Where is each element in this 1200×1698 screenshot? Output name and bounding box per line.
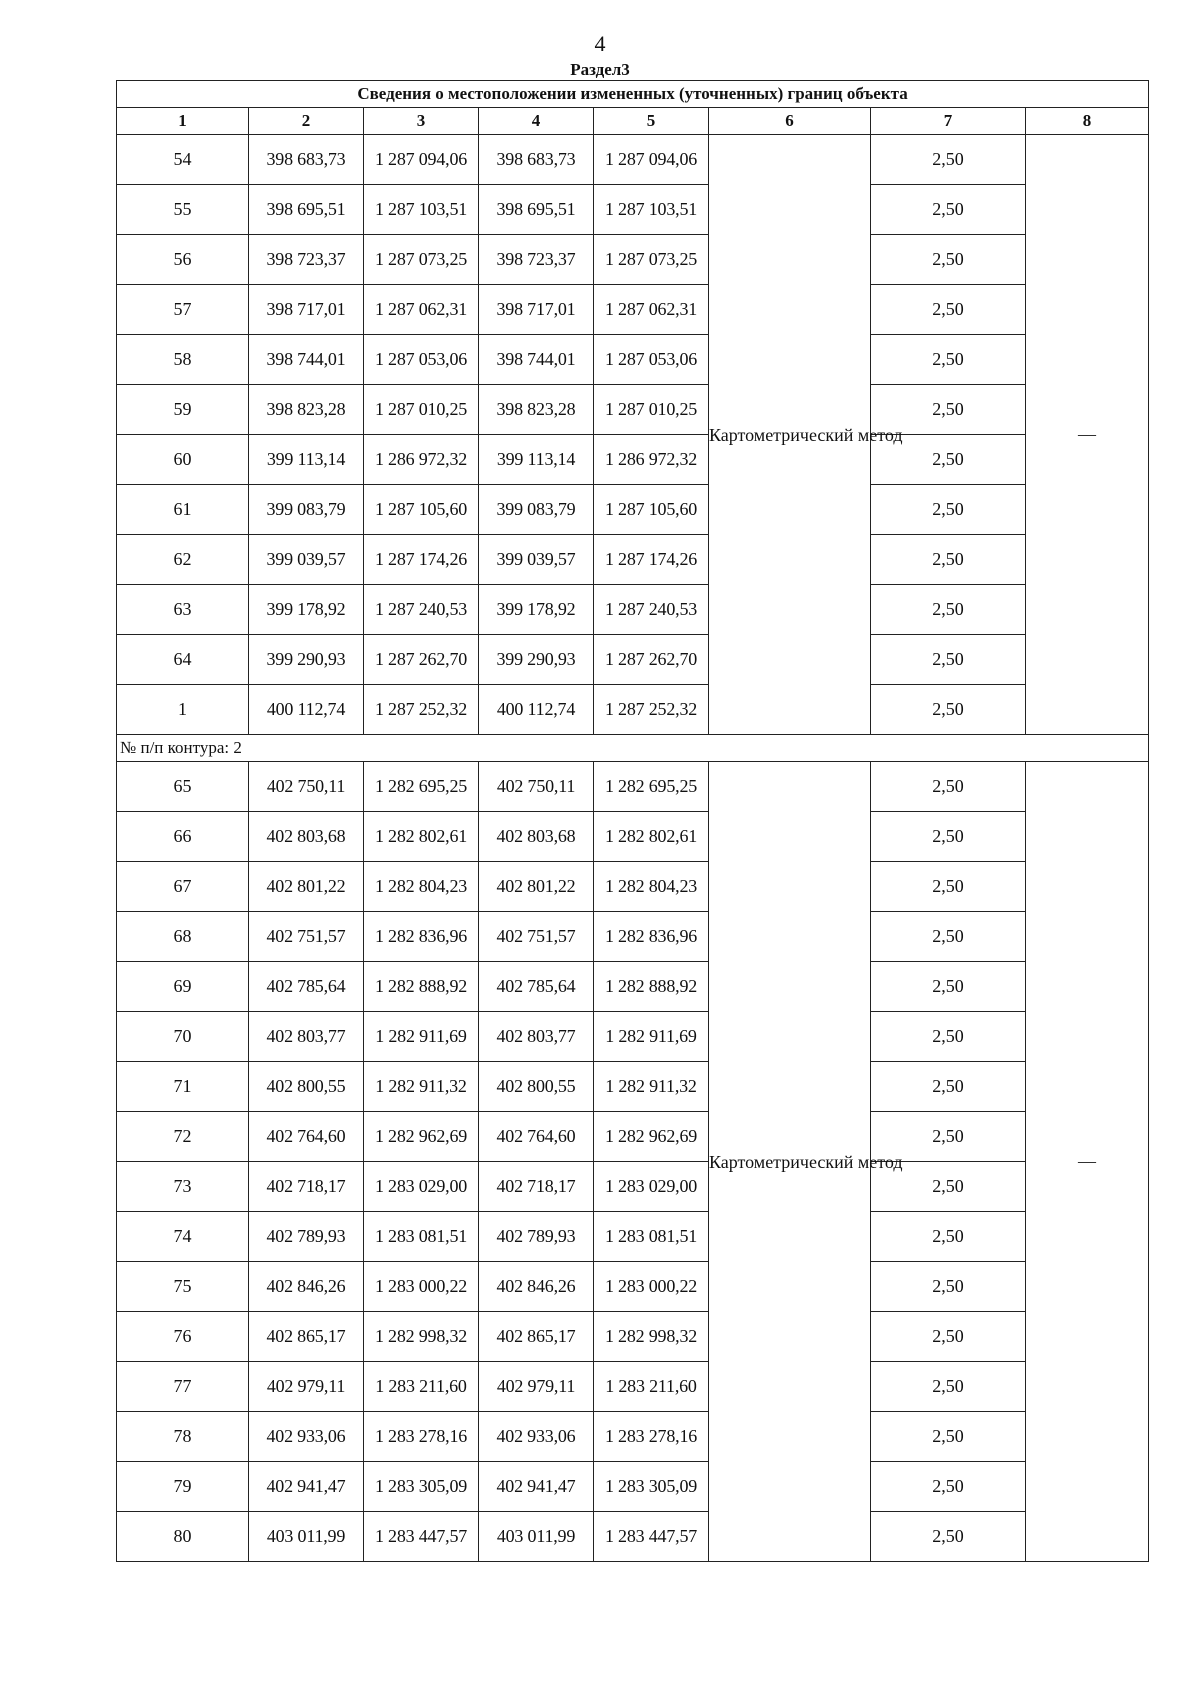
- y-new-cell: 1 287 010,25: [594, 385, 709, 435]
- x-existing-cell: 398 723,37: [249, 235, 364, 285]
- y-existing-cell: 1 287 103,51: [364, 185, 479, 235]
- precision-cell: 2,50: [871, 1162, 1026, 1212]
- column-number-5: 5: [594, 108, 709, 135]
- x-existing-cell: 398 717,01: [249, 285, 364, 335]
- y-existing-cell: 1 287 105,60: [364, 485, 479, 535]
- point-number-cell: 59: [117, 385, 249, 435]
- table-body: [117, 135, 1149, 1562]
- x-new-cell: 403 011,99: [479, 1512, 594, 1562]
- precision-cell: 2,50: [871, 135, 1026, 185]
- y-existing-cell: 1 286 972,32: [364, 435, 479, 485]
- y-new-cell: 1 282 836,96: [594, 912, 709, 962]
- precision-cell: 2,50: [871, 585, 1026, 635]
- point-number-cell: 68: [117, 912, 249, 962]
- point-number-cell: 65: [117, 762, 249, 812]
- x-new-cell: 399 083,79: [479, 485, 594, 535]
- x-existing-cell: 398 823,28: [249, 385, 364, 435]
- table-row: [117, 185, 1149, 235]
- column-number-7: 7: [871, 108, 1026, 135]
- column-number-row: [117, 108, 1149, 135]
- y-existing-cell: 1 283 029,00: [364, 1162, 479, 1212]
- point-number-cell: 62: [117, 535, 249, 585]
- y-new-cell: 1 286 972,32: [594, 435, 709, 485]
- y-existing-cell: 1 282 911,69: [364, 1012, 479, 1062]
- point-number-cell: 75: [117, 1262, 249, 1312]
- column-number-6: 6: [709, 108, 871, 135]
- x-existing-cell: 399 083,79: [249, 485, 364, 535]
- point-number-cell: 79: [117, 1462, 249, 1512]
- y-existing-cell: 1 282 695,25: [364, 762, 479, 812]
- table-caption: Сведения о местоположении измененных (уточненных) границ объекта: [117, 81, 1149, 108]
- x-new-cell: 399 113,14: [479, 435, 594, 485]
- y-existing-cell: 1 287 062,31: [364, 285, 479, 335]
- table-row: [117, 962, 1149, 1012]
- x-existing-cell: 402 718,17: [249, 1162, 364, 1212]
- x-new-cell: 399 178,92: [479, 585, 594, 635]
- precision-cell: 2,50: [871, 1312, 1026, 1362]
- point-number-cell: 56: [117, 235, 249, 285]
- table-row: [117, 385, 1149, 435]
- y-new-cell: 1 287 174,26: [594, 535, 709, 585]
- x-new-cell: 402 979,11: [479, 1362, 594, 1412]
- table-row: [117, 812, 1149, 862]
- y-new-cell: 1 282 802,61: [594, 812, 709, 862]
- y-existing-cell: 1 283 447,57: [364, 1512, 479, 1562]
- precision-cell: 2,50: [871, 435, 1026, 485]
- column-8-cell: —: [1026, 762, 1149, 1562]
- point-number-cell: 54: [117, 135, 249, 185]
- y-new-cell: 1 283 029,00: [594, 1162, 709, 1212]
- x-existing-cell: 402 803,77: [249, 1012, 364, 1062]
- point-number-cell: 60: [117, 435, 249, 485]
- x-existing-cell: 398 695,51: [249, 185, 364, 235]
- precision-cell: 2,50: [871, 535, 1026, 585]
- x-existing-cell: 402 846,26: [249, 1262, 364, 1312]
- precision-cell: 2,50: [871, 1012, 1026, 1062]
- precision-cell: 2,50: [871, 185, 1026, 235]
- y-new-cell: 1 283 000,22: [594, 1262, 709, 1312]
- x-new-cell: 402 785,64: [479, 962, 594, 1012]
- x-new-cell: 402 764,60: [479, 1112, 594, 1162]
- y-new-cell: 1 287 103,51: [594, 185, 709, 235]
- table-caption-row: [117, 81, 1149, 108]
- point-number-cell: 69: [117, 962, 249, 1012]
- point-number-cell: 80: [117, 1512, 249, 1562]
- x-existing-cell: 399 290,93: [249, 635, 364, 685]
- point-number-cell: 64: [117, 635, 249, 685]
- x-existing-cell: 398 683,73: [249, 135, 364, 185]
- x-existing-cell: 402 941,47: [249, 1462, 364, 1512]
- table-row: [117, 1312, 1149, 1362]
- x-existing-cell: 402 865,17: [249, 1312, 364, 1362]
- y-existing-cell: 1 287 094,06: [364, 135, 479, 185]
- table-row: [117, 1162, 1149, 1212]
- y-new-cell: 1 282 911,69: [594, 1012, 709, 1062]
- table-row: [117, 1212, 1149, 1262]
- y-existing-cell: 1 283 278,16: [364, 1412, 479, 1462]
- x-new-cell: 402 800,55: [479, 1062, 594, 1112]
- point-number-cell: 71: [117, 1062, 249, 1112]
- x-new-cell: 399 290,93: [479, 635, 594, 685]
- y-new-cell: 1 287 262,70: [594, 635, 709, 685]
- x-new-cell: 402 803,68: [479, 812, 594, 862]
- x-new-cell: 398 823,28: [479, 385, 594, 435]
- x-new-cell: 400 112,74: [479, 685, 594, 735]
- y-existing-cell: 1 283 000,22: [364, 1262, 479, 1312]
- y-existing-cell: 1 282 911,32: [364, 1062, 479, 1112]
- column-number-4: 4: [479, 108, 594, 135]
- y-new-cell: 1 283 305,09: [594, 1462, 709, 1512]
- x-new-cell: 399 039,57: [479, 535, 594, 585]
- y-new-cell: 1 282 695,25: [594, 762, 709, 812]
- precision-cell: 2,50: [871, 235, 1026, 285]
- x-existing-cell: 402 764,60: [249, 1112, 364, 1162]
- precision-cell: 2,50: [871, 1112, 1026, 1162]
- y-existing-cell: 1 282 962,69: [364, 1112, 479, 1162]
- contour-label-row: [117, 735, 1149, 762]
- point-number-cell: 57: [117, 285, 249, 335]
- point-number-cell: 58: [117, 335, 249, 385]
- x-new-cell: 402 801,22: [479, 862, 594, 912]
- y-existing-cell: 1 287 073,25: [364, 235, 479, 285]
- column-number-3: 3: [364, 108, 479, 135]
- point-number-cell: 61: [117, 485, 249, 535]
- x-existing-cell: 403 011,99: [249, 1512, 364, 1562]
- x-existing-cell: 398 744,01: [249, 335, 364, 385]
- x-existing-cell: 402 751,57: [249, 912, 364, 962]
- point-number-cell: 55: [117, 185, 249, 235]
- method-cell: Картометрический метод: [709, 135, 871, 735]
- y-new-cell: 1 282 962,69: [594, 1112, 709, 1162]
- y-existing-cell: 1 287 252,32: [364, 685, 479, 735]
- column-number-1: 1: [117, 108, 249, 135]
- y-existing-cell: 1 287 010,25: [364, 385, 479, 435]
- boundary-table: [116, 80, 1149, 1562]
- precision-cell: 2,50: [871, 962, 1026, 1012]
- y-new-cell: 1 283 278,16: [594, 1412, 709, 1462]
- x-existing-cell: 399 113,14: [249, 435, 364, 485]
- point-number-cell: 72: [117, 1112, 249, 1162]
- x-existing-cell: 402 789,93: [249, 1212, 364, 1262]
- x-new-cell: 398 683,73: [479, 135, 594, 185]
- column-number-8: 8: [1026, 108, 1149, 135]
- y-new-cell: 1 287 240,53: [594, 585, 709, 635]
- column-number-2: 2: [249, 108, 364, 135]
- y-new-cell: 1 287 252,32: [594, 685, 709, 735]
- y-new-cell: 1 282 804,23: [594, 862, 709, 912]
- point-number-cell: 67: [117, 862, 249, 912]
- column-8-cell: —: [1026, 135, 1149, 735]
- y-new-cell: 1 282 911,32: [594, 1062, 709, 1112]
- table-row: [117, 435, 1149, 485]
- table-row: [117, 485, 1149, 535]
- x-new-cell: 402 933,06: [479, 1412, 594, 1462]
- point-number-cell: 73: [117, 1162, 249, 1212]
- table-row: [117, 285, 1149, 335]
- section-title: Раздел3: [570, 60, 630, 79]
- method-cell: Картометрический метод: [709, 762, 871, 1562]
- y-existing-cell: 1 282 804,23: [364, 862, 479, 912]
- table-row: [117, 1262, 1149, 1312]
- precision-cell: 2,50: [871, 1362, 1026, 1412]
- point-number-cell: 74: [117, 1212, 249, 1262]
- x-existing-cell: 399 178,92: [249, 585, 364, 635]
- precision-cell: 2,50: [871, 385, 1026, 435]
- table-row: [117, 1112, 1149, 1162]
- y-new-cell: 1 287 062,31: [594, 285, 709, 335]
- table-row: [117, 235, 1149, 285]
- x-new-cell: 402 718,17: [479, 1162, 594, 1212]
- x-new-cell: 402 750,11: [479, 762, 594, 812]
- precision-cell: 2,50: [871, 1462, 1026, 1512]
- x-new-cell: 398 723,37: [479, 235, 594, 285]
- table-row: [117, 635, 1149, 685]
- x-new-cell: 402 846,26: [479, 1262, 594, 1312]
- y-existing-cell: 1 287 240,53: [364, 585, 479, 635]
- y-existing-cell: 1 282 888,92: [364, 962, 479, 1012]
- contour-label: № п/п контура: 2: [117, 735, 1149, 762]
- point-number-cell: 63: [117, 585, 249, 635]
- precision-cell: 2,50: [871, 1262, 1026, 1312]
- x-existing-cell: 399 039,57: [249, 535, 364, 585]
- precision-cell: 2,50: [871, 1062, 1026, 1112]
- precision-cell: 2,50: [871, 862, 1026, 912]
- y-existing-cell: 1 282 802,61: [364, 812, 479, 862]
- y-existing-cell: 1 283 305,09: [364, 1462, 479, 1512]
- x-new-cell: 402 803,77: [479, 1012, 594, 1062]
- table-row: [117, 535, 1149, 585]
- table-row: [117, 912, 1149, 962]
- precision-cell: 2,50: [871, 762, 1026, 812]
- precision-cell: 2,50: [871, 335, 1026, 385]
- point-number-cell: 76: [117, 1312, 249, 1362]
- table-row: [117, 1062, 1149, 1112]
- x-new-cell: 398 695,51: [479, 185, 594, 235]
- x-existing-cell: 402 750,11: [249, 762, 364, 812]
- table-row: [117, 1412, 1149, 1462]
- table-row: [117, 585, 1149, 635]
- precision-cell: 2,50: [871, 635, 1026, 685]
- precision-cell: 2,50: [871, 912, 1026, 962]
- precision-cell: 2,50: [871, 485, 1026, 535]
- y-existing-cell: 1 283 211,60: [364, 1362, 479, 1412]
- x-new-cell: 402 789,93: [479, 1212, 594, 1262]
- x-existing-cell: 402 979,11: [249, 1362, 364, 1412]
- x-existing-cell: 402 800,55: [249, 1062, 364, 1112]
- x-existing-cell: 402 803,68: [249, 812, 364, 862]
- table-row: [117, 135, 1149, 185]
- x-existing-cell: 402 801,22: [249, 862, 364, 912]
- point-number-cell: 78: [117, 1412, 249, 1462]
- x-new-cell: 402 941,47: [479, 1462, 594, 1512]
- point-number-cell: 1: [117, 685, 249, 735]
- x-new-cell: 398 744,01: [479, 335, 594, 385]
- y-new-cell: 1 283 447,57: [594, 1512, 709, 1562]
- x-existing-cell: 402 933,06: [249, 1412, 364, 1462]
- table-row: [117, 1512, 1149, 1562]
- precision-cell: 2,50: [871, 685, 1026, 735]
- y-new-cell: 1 282 888,92: [594, 962, 709, 1012]
- table-row: [117, 1362, 1149, 1412]
- x-new-cell: 402 751,57: [479, 912, 594, 962]
- y-new-cell: 1 287 053,06: [594, 335, 709, 385]
- y-existing-cell: 1 282 836,96: [364, 912, 479, 962]
- y-new-cell: 1 283 211,60: [594, 1362, 709, 1412]
- x-new-cell: 398 717,01: [479, 285, 594, 335]
- y-existing-cell: 1 287 174,26: [364, 535, 479, 585]
- x-existing-cell: 402 785,64: [249, 962, 364, 1012]
- precision-cell: 2,50: [871, 1212, 1026, 1262]
- y-new-cell: 1 287 105,60: [594, 485, 709, 535]
- table-row: [117, 1012, 1149, 1062]
- x-new-cell: 402 865,17: [479, 1312, 594, 1362]
- precision-cell: 2,50: [871, 1512, 1026, 1562]
- precision-cell: 2,50: [871, 285, 1026, 335]
- page-number: 4: [594, 31, 606, 56]
- y-new-cell: 1 287 094,06: [594, 135, 709, 185]
- point-number-cell: 70: [117, 1012, 249, 1062]
- table-row: [117, 762, 1149, 812]
- y-existing-cell: 1 282 998,32: [364, 1312, 479, 1362]
- table-row: [117, 685, 1149, 735]
- x-existing-cell: 400 112,74: [249, 685, 364, 735]
- table-row: [117, 335, 1149, 385]
- y-existing-cell: 1 283 081,51: [364, 1212, 479, 1262]
- precision-cell: 2,50: [871, 812, 1026, 862]
- y-existing-cell: 1 287 262,70: [364, 635, 479, 685]
- table-row: [117, 862, 1149, 912]
- y-new-cell: 1 287 073,25: [594, 235, 709, 285]
- y-new-cell: 1 283 081,51: [594, 1212, 709, 1262]
- y-existing-cell: 1 287 053,06: [364, 335, 479, 385]
- y-new-cell: 1 282 998,32: [594, 1312, 709, 1362]
- table-row: [117, 1462, 1149, 1512]
- precision-cell: 2,50: [871, 1412, 1026, 1462]
- point-number-cell: 66: [117, 812, 249, 862]
- point-number-cell: 77: [117, 1362, 249, 1412]
